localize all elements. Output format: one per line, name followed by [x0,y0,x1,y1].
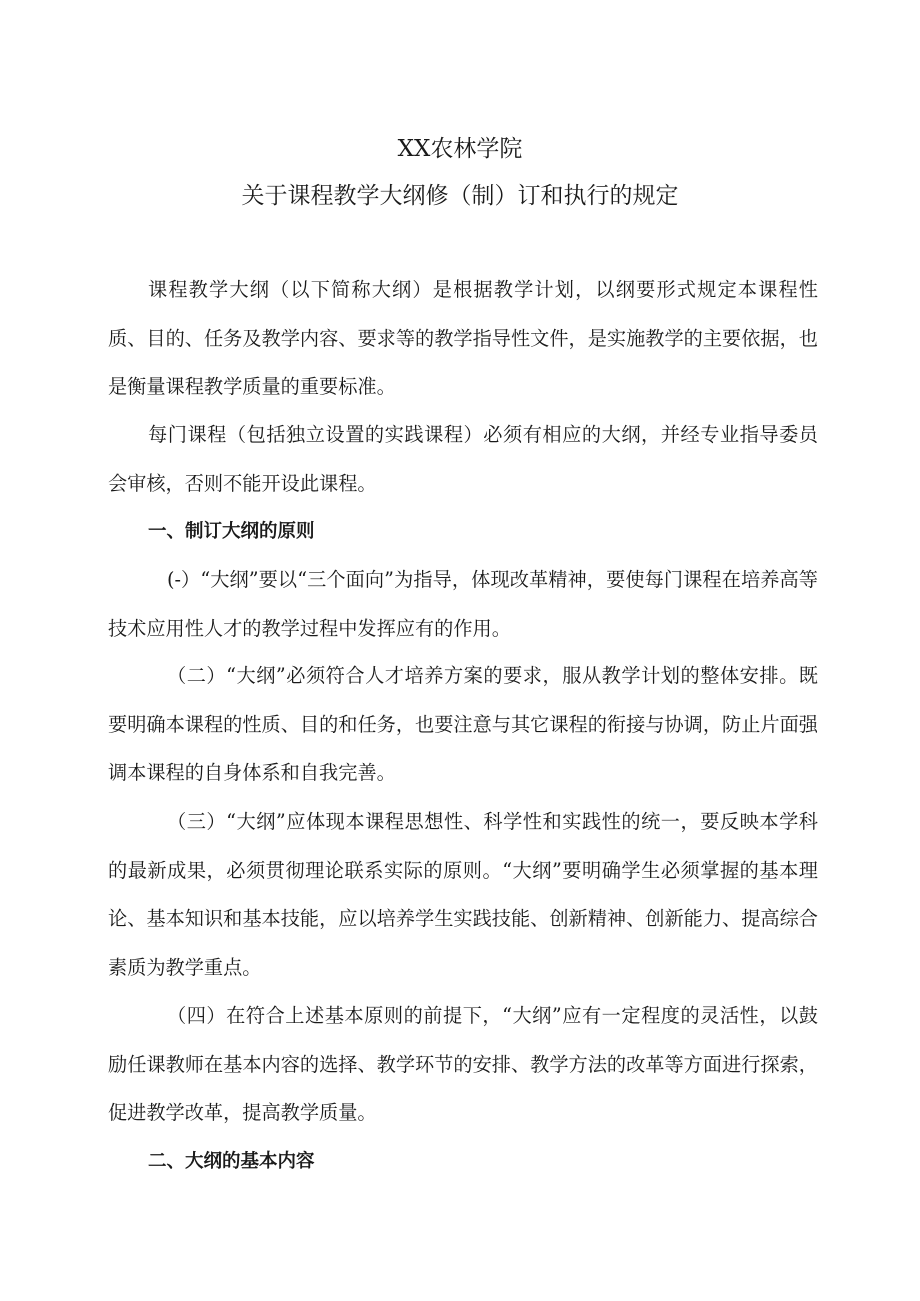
intro-paragraph-2: 每门课程（包括独立设置的实践课程）必须有相应的大纲，并经专业指导委员会审核，否则不能开设此课程。 [108,423,818,495]
section-heading-content: 二、大纲的基本内容 [148,1151,315,1172]
section-heading-principles: 一、制订大纲的原则 [148,521,315,542]
principle-item-4: （四）在符合上述基本原则的前提下，“大纲”应有一定程度的灵活性，以鼓励任课教师在基本内容的选择、教学环节的安排、教学方法的改革等方面进行探索，促进教学改革，提高教学质量。 [108,1004,818,1124]
principle-item-3: （三）“大纲”应体现本课程思想性、科学性和实践性的统一，要反映本学科的最新成果，必须贯彻理论联系实际的原则。“大纲”要明确学生必须掌握的基本理论、基本知识和基本技能，应以培养学生实践技能、创新精神、创新能力、提高综合素质为教学重点。 [108,810,818,979]
document-title-regulation: 关于课程教学大纲修（制）订和执行的规定 [241,183,679,209]
principle-item-1: (-）“大纲”要以“三个面向”为指导，体现改革精神，要使每门课程在培养高等技术应用性人才的教学过程中发挥应有的作用。 [108,568,818,640]
principle-item-2: （二）“大纲”必须符合人才培养方案的要求，服从教学计划的整体安排。既要明确本课程的性质、目的和任务，也要注意与其它课程的衔接与协调，防止片面强调本课程的自身体系和自我完善。 [108,664,818,784]
intro-paragraph-1: 课程教学大纲（以下简称大纲）是根据教学计划，以纲要形式规定本课程性质、目的、任务及教学内容、要求等的教学指导性文件，是实施教学的主要依据，也是衡量课程教学质量的重要标准。 [108,278,818,398]
document-title-school: XX农林学院 [397,136,523,162]
